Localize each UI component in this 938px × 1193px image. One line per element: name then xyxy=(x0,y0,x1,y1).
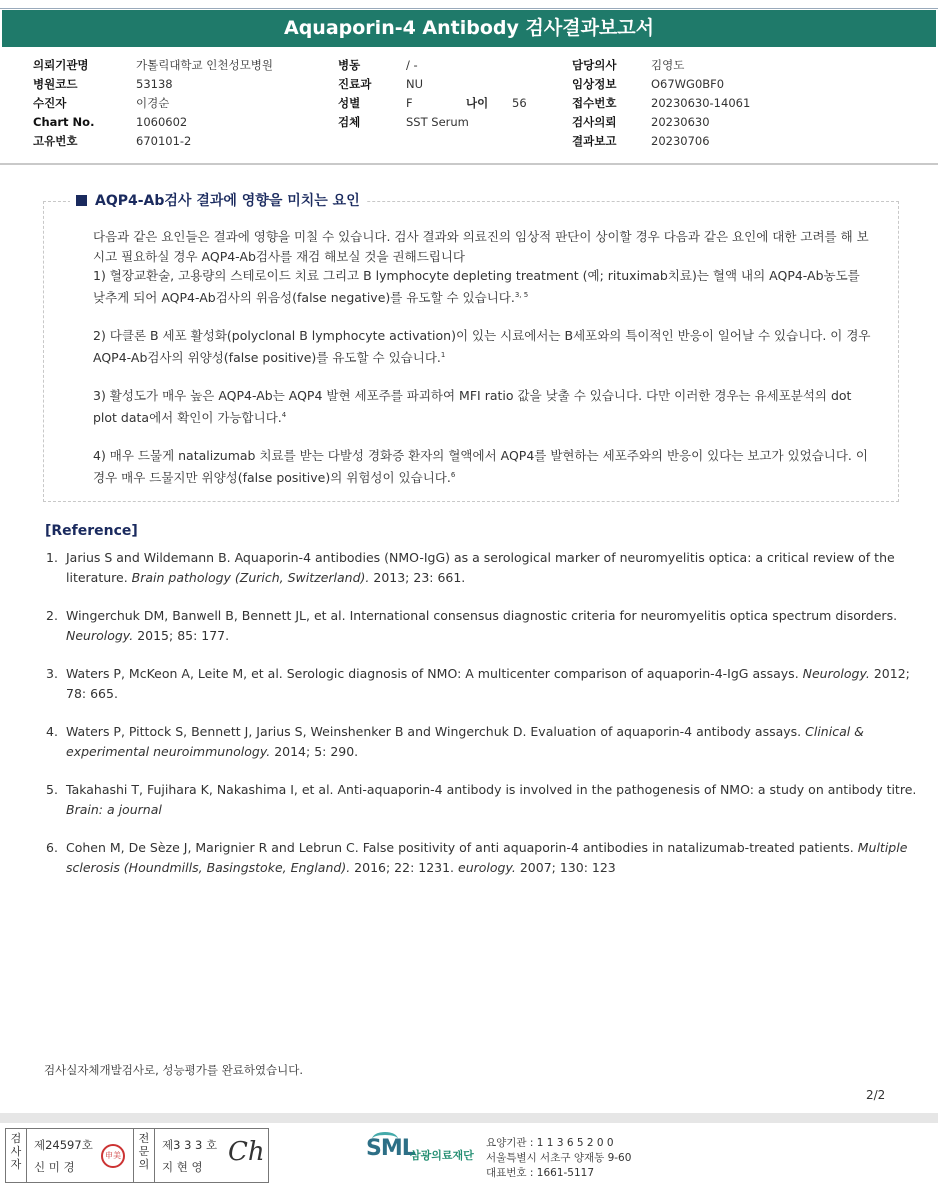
field-ward: 병동 / - xyxy=(338,58,418,72)
field-department: 진료과 NU xyxy=(338,77,424,91)
field-unique-no: 고유번호 670101-2 xyxy=(33,134,192,148)
field-receipt-no: 접수번호 20230630-14061 xyxy=(572,96,751,110)
org-code: 요양기관 : 1 1 3 6 5 2 0 0 xyxy=(486,1137,614,1149)
header-divider xyxy=(0,163,938,165)
seal-stamp-icon: 申美 xyxy=(101,1144,125,1168)
org-phone: 대표번호 : 1661-5117 xyxy=(486,1167,595,1179)
header-col-3 xyxy=(572,56,750,151)
footer-band xyxy=(0,1113,938,1123)
specialist-license: 제3 3 3 호 xyxy=(162,1138,218,1152)
field-specimen: 검체 SST Serum xyxy=(338,115,469,129)
logo-arc-icon xyxy=(372,1132,398,1146)
header-col-2 xyxy=(338,56,527,132)
validation-notice: 검사실자체개발검사로, 성능평가를 완료하였습니다. xyxy=(44,1063,304,1077)
page-number: 2/2 xyxy=(866,1088,886,1102)
sml-logo: SML 삼광의료재단 xyxy=(366,1136,415,1161)
handwritten-signature: Ch xyxy=(228,1137,265,1167)
organization-info xyxy=(486,1136,631,1181)
reference-title: [Reference] xyxy=(45,523,138,539)
title-top-line xyxy=(0,8,938,9)
field-report-date: 결과보고 20230706 xyxy=(572,134,710,148)
report-title: Aquaporin-4 Antibody 검사결과보고서 xyxy=(2,10,936,47)
reference-item: 4. Waters P, Pittock S, Bennett J, Jarius S, Weinshenker B and Wingerchuk D. Evaluation of aquaporin-4 antibody assays. Clinical & experimental neuroimmunology. 2014; 5: 290. xyxy=(46,724,864,759)
square-bullet-icon xyxy=(76,195,87,206)
field-clinical-info: 임상정보 O67WG0BF0 xyxy=(572,77,725,91)
reference-item: 6. Cohen M, De Sèze J, Marignier R and Lebrun C. False positivity of anti aquaporin-4 antibodies in natalizumab-treated patients. Multiple sclerosis (Houndmills, Basingstoke, England). 2016; 22: 1231. eurology. 2007; 130: 123 xyxy=(46,840,908,875)
factors-body xyxy=(93,227,873,506)
header-col-1 xyxy=(33,56,273,151)
specialist-label: 전문의 xyxy=(134,1129,155,1182)
field-patient: 수진자 이경순 xyxy=(33,96,170,110)
reference-item: 1. Jarius S and Wildemann B. Aquaporin-4 antibodies (NMO-IgG) as a serological marker of neuromyelitis optica: a critical review of the literature. Brain pathology (Zurich, Switzerland). 2013; 23: 661. xyxy=(46,550,895,585)
reference-item: 2. Wingerchuk DM, Banwell B, Bennett JL, et al. International consensus diagnostic criteria for neuromyelitis optica spectrum disorders. Neurology. 2015; 85: 177. xyxy=(46,608,898,643)
field-sex-age: 성별 F 나이 56 xyxy=(338,96,527,110)
reference-list xyxy=(46,548,926,896)
factor-item-2: 2) 다클론 B 세포 활성화(polyclonal B lymphocyte activation)이 있는 시료에서는 B세포와의 특이적인 반응이 일어날 수 있습니다. 이 경우 AQP4-Ab검사의 위양성(false positive)를 유도할 수 있습니다.$^1$ xyxy=(93,328,871,365)
field-physician: 담당의사 김영도 xyxy=(572,58,685,72)
reference-item: 3. Waters P, McKeon A, Leite M, et al. Serologic diagnosis of NMO: A multicenter comparison of aquaporin-4-IgG assays. Neurology. 2012; 78: 665. xyxy=(46,666,910,701)
examiner-license: 제24597호 xyxy=(34,1138,93,1152)
field-hospital-code: 병원코드 53138 xyxy=(33,77,173,91)
field-chart-no: Chart No. 1060602 xyxy=(33,115,188,129)
examiner-label: 검사자 xyxy=(6,1129,27,1182)
factor-item-4: 4) 매우 드물게 natalizumab 치료를 받는 다발성 경화증 환자의 혈액에서 AQP4를 발현하는 세포주와의 반응이 있다는 보고가 있었습니다. 이 경우 매우 드물지만 위양성(false positive)의 위험성이 있습니다.$^6$ xyxy=(93,448,868,485)
factors-title: AQP4-Ab검사 결과에 영향을 미치는 요인 xyxy=(70,190,366,210)
signature-box xyxy=(5,1128,269,1183)
field-request-date: 검사의뢰 20230630 xyxy=(572,115,710,129)
field-requesting-institution: 의뢰기관명 가톨릭대학교 인천성모병원 xyxy=(33,58,273,72)
specialist-name: 지 현 영 xyxy=(162,1160,203,1174)
reference-item: 5. Takahashi T, Fujihara K, Nakashima I, et al. Anti-aquaporin-4 antibody is involved in the pathogenesis of NMO: a study on antibody titre. Brain: a journal xyxy=(46,782,917,817)
org-address: 서울특별시 서초구 양재동 9-60 xyxy=(486,1152,632,1164)
factor-item-3: 3) 활성도가 매우 높은 AQP4-Ab는 AQP4 발현 세포주를 파괴하여 MFI ratio 값을 낮출 수 있습니다. 다만 이러한 경우는 유세포분석의 dot plot data에서 확인이 가능합니다.$^4$ xyxy=(93,388,852,425)
examiner-cell xyxy=(6,1129,134,1182)
factors-intro: 다음과 같은 요인들은 결과에 영향을 미칠 수 있습니다. 검사 결과와 의료진의 임상적 판단이 상이할 경우 다음과 같은 요인에 대한 고려를 해 보시고 필요하실 경우 AQP4-Ab검사를 재검 해보실 것을 권해드립니다 1) 혈장교환술, 고용량의 스테로이드 치료 그리고 B lymphocyte depleting treatment (예; rituximab치료)는 혈액 내의 AQP4-Ab농도를 낮추게 되어 AQP4-Ab검사의 위음성(false negative)를 유도할 수 있습니다.$^{3, 5}$ xyxy=(93,229,869,305)
examiner-name: 신 미 경 xyxy=(34,1160,75,1174)
